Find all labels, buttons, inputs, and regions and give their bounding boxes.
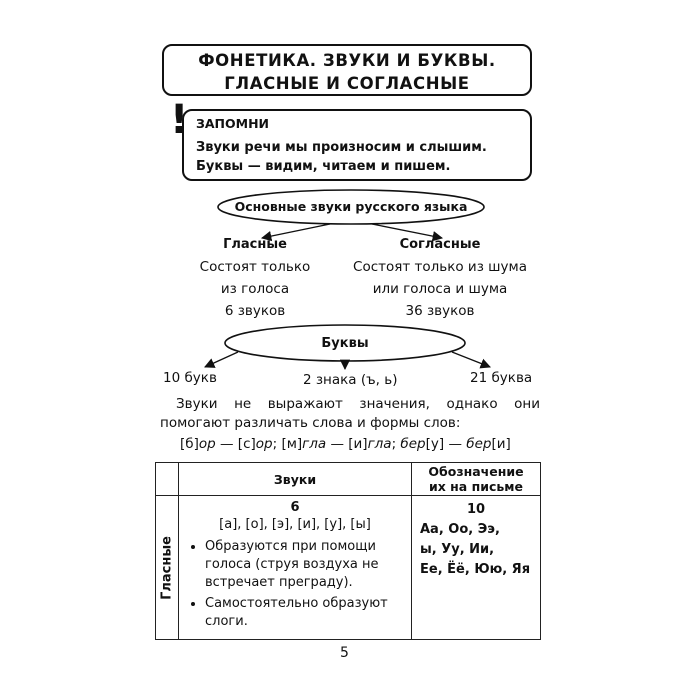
list-item: • Самостоятельно образуют слоги.: [205, 595, 405, 631]
letters-count: 10: [466, 502, 486, 517]
exclamation-icon: !: [170, 97, 189, 143]
table-row: [156, 496, 541, 640]
table-header-row: [156, 463, 541, 496]
signs-count: 2 знака (ъ, ь): [303, 372, 398, 388]
note-line-2: Буквы — видим, читаем и пишем.: [196, 159, 451, 174]
consonants-block: [345, 234, 535, 322]
explanation-paragraph: Звуки не выражают значения, однако они помогают различать слова и формы слов:: [160, 396, 540, 431]
consonants-title: Согласные: [399, 237, 481, 252]
vowels-title: Гласные: [223, 237, 287, 252]
vowels-block: [190, 234, 320, 322]
examples-line: [б]ор — [с]ор; [м]гла — [и]гла; бер[у] — бер[и]: [180, 436, 511, 452]
sounds-cell: [179, 496, 412, 640]
sounds-table: [155, 462, 541, 640]
properties-list: [185, 538, 405, 631]
sounds-list: [а], [о], [э], [и], [у], [ы]: [219, 517, 371, 532]
letters-line-1: Аа, Оо, Ээ,: [420, 522, 500, 537]
page-number: 5: [340, 645, 349, 661]
title-line-1: ФОНЕТИКА. ЗВУКИ И БУКВЫ.: [198, 51, 496, 70]
title-line-2: ГЛАСНЫЕ И СОГЛАСНЫЕ: [224, 74, 470, 93]
sounds-center-label: Основные звуки русского языка: [234, 199, 468, 214]
letters-center-label: Буквы: [321, 336, 369, 351]
arrow-to-consonant-letters: [452, 352, 490, 367]
letters-line-3: Ее, Ёё, Юю, Яя: [420, 562, 531, 577]
list-item: • Образуются при помощи голоса (струя воздуха не встречает преграду).: [205, 538, 405, 592]
letters-line-2: ы, Уу, Ии,: [420, 542, 495, 557]
consonant-letters-count: 21 буква: [470, 370, 533, 386]
vowels-line-2: из голоса: [220, 281, 290, 297]
vowels-count: 6 звуков: [224, 303, 286, 319]
header-letters: Обозначение их на письме: [412, 463, 541, 496]
vowel-letters-count: 10 букв: [163, 370, 217, 386]
row-label-vowels: Гласные: [156, 496, 179, 640]
letters-cell: [412, 496, 541, 640]
table-corner-cell: [156, 463, 179, 496]
vowels-line-1: Состоят только: [199, 259, 311, 275]
consonants-line-1: Состоят только из шума: [353, 259, 527, 275]
sounds-count: 6: [290, 500, 300, 515]
consonants-line-2: или голоса и шума: [372, 281, 508, 297]
consonants-count: 36 звуков: [405, 303, 475, 319]
note-label: ЗАПОМНИ: [196, 116, 270, 131]
arrow-to-vowel-letters: [205, 352, 238, 367]
header-sounds: Звуки: [179, 463, 412, 496]
note-line-1: Звуки речи мы произносим и слышим.: [196, 140, 487, 155]
